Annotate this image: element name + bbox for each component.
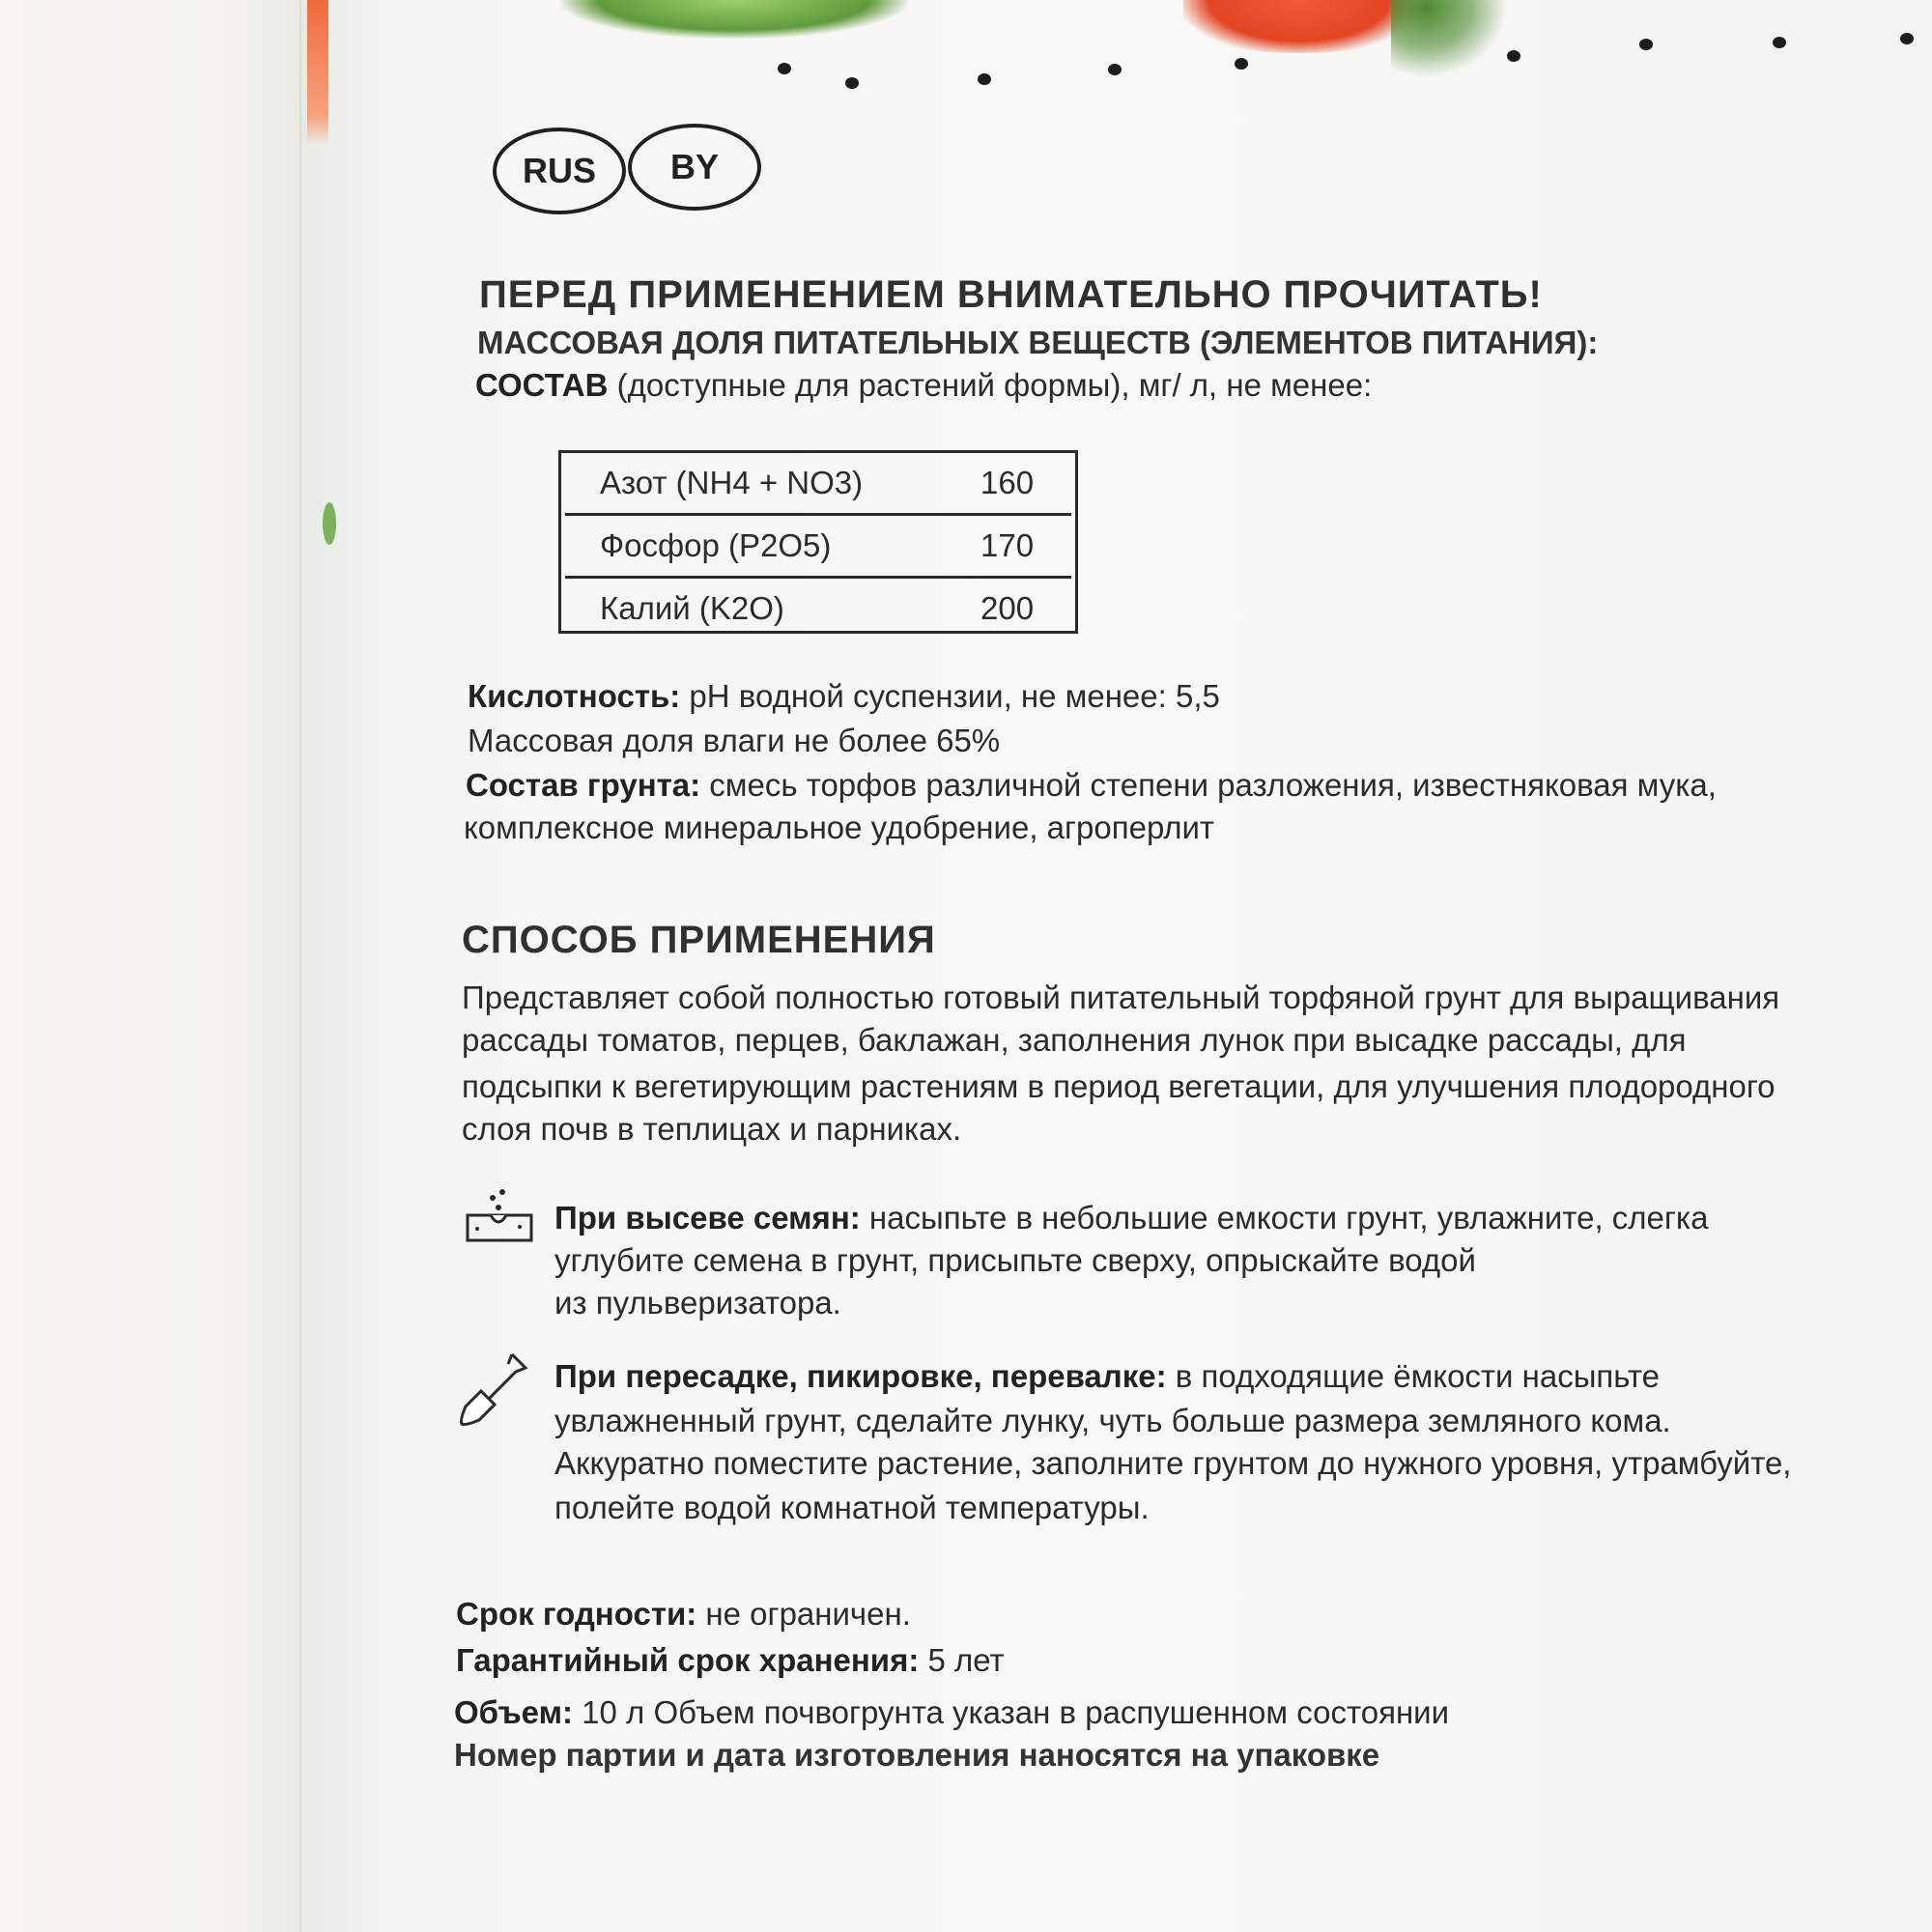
nutrient-name: Азот (NH4 + NO3) [600, 465, 864, 500]
seed [1639, 39, 1653, 50]
table-row [565, 579, 1071, 639]
storage-label: Гарантийный срок хранения: [456, 1642, 920, 1678]
tomato-stem-illustration [1391, 0, 1507, 77]
volume-text: 10 л Объем почвогрунта указан в распушенном состоянии [573, 1694, 1450, 1730]
sowing-text: насыпьте в небольшие емкости грунт, увлажните, слегка [860, 1200, 1709, 1236]
transplant-line [554, 1356, 1660, 1397]
seed [1108, 64, 1122, 75]
soil-label: Состав грунта: [466, 767, 701, 803]
nutrient-value: 160 [980, 465, 1035, 500]
badge-rus: RUS [493, 128, 626, 214]
usage-line: рассады томатов, перцев, баклажан, заполнения лунок при высадке рассады, для [462, 1022, 1687, 1058]
usage-line: подсыпки к вегетирующим растениям в период вегетации, для улучшения плодородного [462, 1068, 1776, 1104]
usage-line: слоя почв в теплицах и парниках. [462, 1111, 962, 1147]
acidity-line [468, 676, 1220, 717]
soil-line [466, 765, 1717, 806]
volume-label: Объем: [454, 1694, 573, 1730]
soil-line-2: комплексное минеральное удобрение, агроперлит [464, 810, 1214, 845]
composition-line [475, 365, 1372, 406]
seed [1773, 37, 1786, 48]
transplant-label: При пересадке, пикировке, перевалке: [554, 1358, 1167, 1394]
usage-heading: СПОСОБ ПРИМЕНЕНИЯ [462, 919, 936, 961]
orange-package-edge [307, 0, 328, 145]
storage-line [456, 1640, 1005, 1681]
composition-label: СОСТАВ [475, 367, 609, 403]
nutrient-table [558, 450, 1078, 634]
small-leaf-illustration [323, 502, 336, 545]
composition-note: (доступные для растений формы), мг/ л, не менее: [608, 367, 1373, 403]
shelf-life-line [456, 1594, 911, 1634]
shovel-icon [456, 1349, 533, 1430]
volume-line [454, 1692, 1449, 1733]
acidity-text: pH водной суспензии, не менее: 5,5 [680, 678, 1220, 714]
mass-fraction-heading: МАССОВАЯ ДОЛЯ ПИТАТЕЛЬНЫХ ВЕЩЕСТВ (ЭЛЕМЕНТОВ ПИТАНИЯ): [477, 325, 1599, 360]
nutrient-name: Фосфор (P2O5) [600, 527, 832, 563]
transplant-line-3: Аккуратно поместите растение, заполните грунтом до нужного уровня, утрамбуйте, [554, 1445, 1792, 1481]
seed [1507, 50, 1520, 62]
nutrient-name: Калий (K2O) [600, 590, 784, 626]
seedling-soil-icon [464, 1186, 537, 1248]
acidity-label: Кислотность: [468, 678, 681, 714]
nutrient-value: 170 [980, 527, 1035, 563]
tomato-illustration [1183, 0, 1415, 53]
sowing-line-3: из пульверизатора. [554, 1285, 841, 1321]
lettuce-leaf-illustration [560, 0, 908, 39]
shelf-text: не ограничен. [696, 1596, 911, 1632]
table-row [565, 516, 1071, 579]
left-page [0, 0, 319, 1932]
table-row [565, 453, 1071, 516]
soil-text: смесь торфов различной степени разложения, известняковая мука, [700, 767, 1717, 803]
usage-line: Представляет собой полностью готовый питательный торфяной грунт для выращивания [462, 980, 1780, 1015]
nutrient-value: 200 [980, 590, 1035, 626]
shelf-label: Срок годности: [456, 1596, 697, 1632]
storage-text: 5 лет [919, 1642, 1005, 1678]
transplant-line-2: увлажненный грунт, сделайте лунку, чуть больше размера земляного кома. [554, 1403, 1671, 1438]
seed [978, 73, 991, 85]
transplant-line-4: полейте водой комнатной температуры. [554, 1490, 1150, 1525]
seed [1900, 33, 1914, 44]
moisture-line: Массовая доля влаги не более 65% [468, 723, 1001, 758]
batch-line: Номер партии и дата изготовления наносятся на упаковке [454, 1737, 1380, 1773]
badge-by: BY [628, 124, 761, 211]
seed [845, 77, 859, 89]
transplant-text: в подходящие ёмкости насыпьте [1166, 1358, 1661, 1394]
seed [1235, 58, 1248, 70]
sowing-line [554, 1198, 1708, 1238]
seed [778, 63, 791, 74]
sowing-line-2: углубите семена в грунт, присыпьте сверху, опрыскайте водой [554, 1242, 1476, 1278]
sowing-label: При высеве семян: [554, 1200, 861, 1236]
warning-heading: ПЕРЕД ПРИМЕНЕНИЕМ ВНИМАТЕЛЬНО ПРОЧИТАТЬ! [479, 273, 1543, 316]
